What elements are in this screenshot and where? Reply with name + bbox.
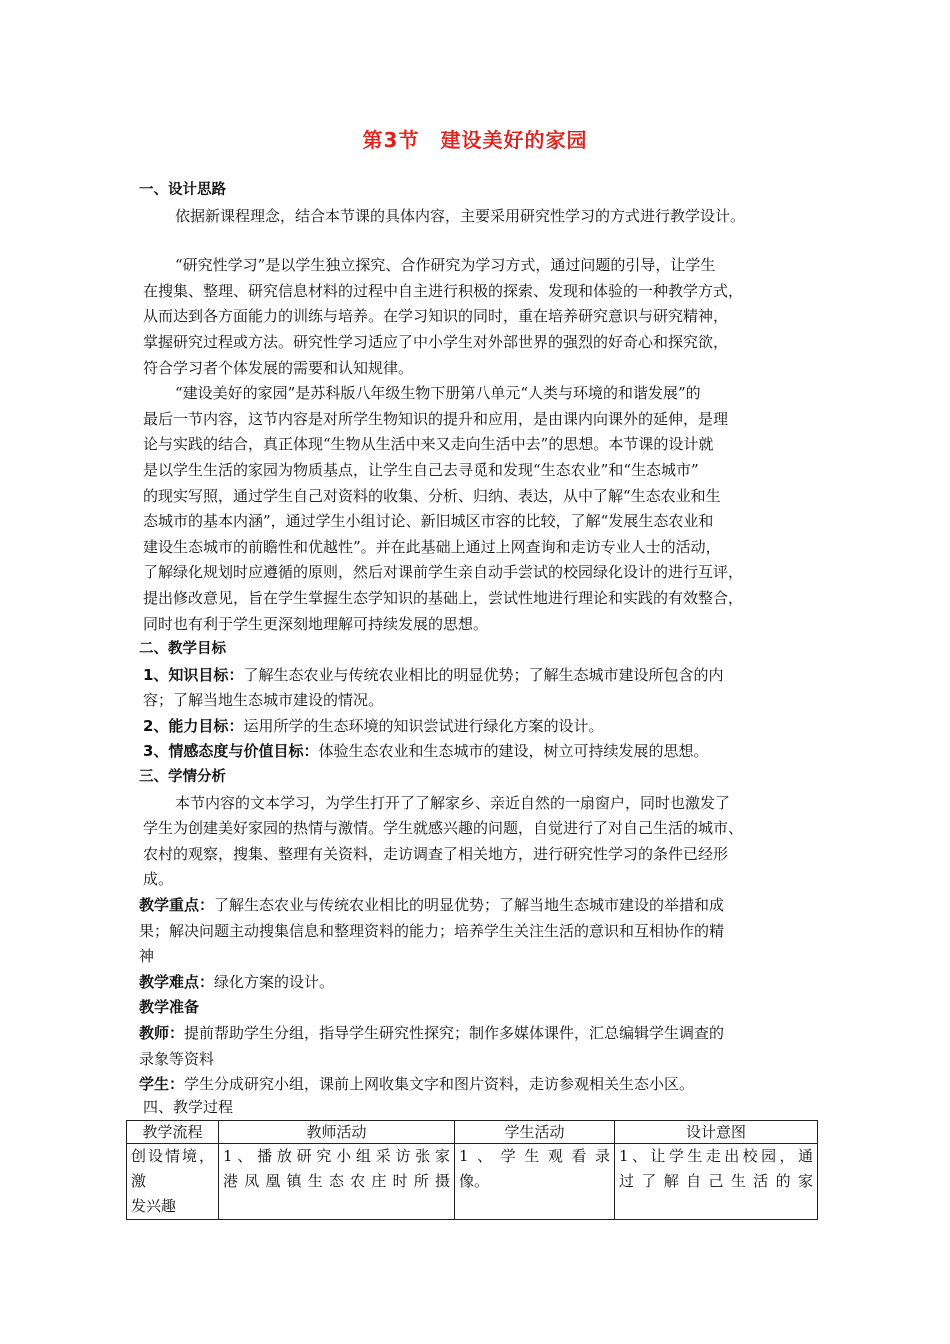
table-header-row <box>127 1121 818 1144</box>
section-heading-design-idea: 一、设计思路 <box>139 182 226 198</box>
column-header: 设计意图 <box>615 1121 818 1144</box>
cell-line: 1、学生观看录 <box>459 1147 610 1165</box>
student-label: 学生： <box>139 1075 185 1094</box>
blank-line <box>139 229 819 253</box>
paragraph-line: 态城市的基本内涵”，通过学生小组讨论、新旧城区市容的比较，了解“发展生态农业和 <box>143 512 714 531</box>
paragraph-line: 了解绿化规划时应遵循的原则，然后对课前学生亲自动手尝试的校园绿化设计的进行互评， <box>143 563 744 582</box>
paragraph-line: 同时也有利于学生更深刻地理解可持续发展的思想。 <box>143 614 489 633</box>
paragraph-line: 果；解决问题主动搜集信息和整理资料的能力；培养学生关注生活的意识和互相协作的精 <box>139 921 725 940</box>
paragraph-line: 在搜集、整理、研究信息材料的过程中自主进行积极的探索、发现和体验的一种教学方式， <box>143 281 744 300</box>
student-preparation <box>139 1072 819 1098</box>
teaching-difficulty <box>139 970 819 996</box>
goal-knowledge <box>139 663 819 689</box>
paragraph-line: 依据新课程理念，结合本节课的具体内容，主要采用研究性学习的方式进行教学设计。 <box>175 206 746 225</box>
cell-line: 创设情境，激 <box>131 1147 214 1190</box>
paragraph-line: 学生为创建美好家园的热情与激情。学生就感兴趣的问题，自觉进行了对自己生活的城市、 <box>143 819 744 838</box>
cell-line: 1、播放研究小组采访张家 <box>223 1147 450 1165</box>
goal-text: 运用所学的生态环境的知识尝试进行绿化方案的设计。 <box>243 716 604 735</box>
paragraph-line: “研究性学习”是以学生独立探究、合作研究为学习方式，通过问题的引导，让学生 <box>175 256 716 275</box>
paragraph-line: 从而达到各方面能力的训练与培养。在学习知识的同时，重在培养研究意识与研究精神， <box>143 307 729 326</box>
flow-cell <box>127 1144 219 1220</box>
paragraph-line: 掌握研究过程或方法。研究性学习适应了中小学生对外部世界的强烈的好奇心和探究欲， <box>143 332 729 351</box>
cell-line: 1、让学生走出校园，通 <box>619 1147 813 1165</box>
goal-label: 3、情感态度与价值目标： <box>143 742 319 761</box>
paragraph-line: 成。 <box>143 870 174 889</box>
paragraph-line: 是以学生生活的家园为物质基点，让学生自己去寻觅和发现“生态农业”和“生态城市” <box>143 460 699 479</box>
cell-line: 港凤凰镇生态农庄时所摄 <box>223 1172 450 1190</box>
document-body <box>139 178 819 1098</box>
goal-label: 2、能力目标： <box>143 716 244 735</box>
key-label: 教学重点： <box>139 896 215 915</box>
goal-label: 1、知识目标： <box>143 665 244 684</box>
teacher-text: 提前帮助学生分组，指导学生研究性探究；制作多媒体课件，汇总编辑学生调查的 <box>184 1024 725 1042</box>
paragraph-line: 录象等资料 <box>139 1049 215 1068</box>
goal-ability <box>139 714 819 740</box>
paragraph-line: 神 <box>139 947 155 966</box>
cell-line: 发兴趣 <box>131 1197 177 1215</box>
teacher-activity-cell <box>219 1144 455 1220</box>
key-text: 了解生态农业与传统农业相比的明显优势；了解当地生态城市建设的举措和成 <box>214 896 725 915</box>
table-row <box>127 1144 818 1220</box>
difficulty-text: 绿化方案的设计。 <box>214 972 335 991</box>
page-title: 第3节 建设美好的家园 <box>362 128 588 152</box>
paragraph-line: 的现实写照，通过学生自己对资料的收集、分析、归纳、表达，从中了解“生态农业和生 <box>143 486 721 505</box>
teacher-preparation <box>139 1021 819 1047</box>
paragraph-line: 农村的观察，搜集、整理有关资料，走访调查了相关地方，进行研究性学习的条件已经形 <box>143 844 729 863</box>
paragraph-line: 符合学习者个体发展的需要和认知规律。 <box>143 358 414 377</box>
paragraph-line: “建设美好的家园”是苏科版八年级生物下册第八单元“人类与环境的和谐发展”的 <box>175 384 701 403</box>
teaching-key-points <box>139 893 819 919</box>
teaching-process-table <box>126 1120 818 1220</box>
paragraph-line: 建设生态城市的前瞻性和优越性”。并在此基础上通过上网查询和走访专业人士的活动， <box>143 537 721 556</box>
teacher-label: 教师： <box>139 1024 185 1042</box>
student-activity-cell <box>455 1144 615 1220</box>
column-header: 学生活动 <box>455 1121 615 1144</box>
goal-text: 体验生态农业和生态城市的建设，树立可持续发展的思想。 <box>318 742 709 761</box>
cell-line: 过了解自己生活的家 <box>619 1172 813 1190</box>
paragraph-line: 论与实践的结合，真正体现“生物从生活中来又走向生活中去”的思想。本节课的设计就 <box>143 435 714 454</box>
paragraph-line: 提出修改意见，旨在学生掌握生态学知识的基础上，尝试性地进行理论和实践的有效整合， <box>143 588 744 607</box>
cell-line: 像。 <box>459 1172 490 1190</box>
section-heading-teaching-process: 四、教学过程 <box>143 1098 234 1116</box>
paragraph-line: 本节内容的文本学习，为学生打开了了解家乡、亲近自然的一扇窗户，同时也激发了 <box>175 793 731 812</box>
column-header: 教学流程 <box>127 1121 219 1144</box>
section-heading-student-analysis: 三、学情分析 <box>139 769 226 786</box>
teaching-preparation-heading: 教学准备 <box>139 998 200 1017</box>
student-text: 学生分成研究小组，课前上网收集文字和图片资料，走访参观相关生态小区。 <box>184 1075 695 1094</box>
goal-emotion <box>139 739 819 765</box>
column-header: 教师活动 <box>219 1121 455 1144</box>
goal-text: 了解生态农业与传统农业相比的明显优势；了解生态城市建设所包含的内 <box>243 665 724 684</box>
paragraph-line: 最后一节内容，这节内容是对所学生物知识的提升和应用，是由课内向课外的延伸，是理 <box>143 409 729 428</box>
design-intent-cell <box>615 1144 818 1220</box>
difficulty-label: 教学难点： <box>139 972 215 991</box>
paragraph-line: 容；了解当地生态城市建设的情况。 <box>143 691 384 710</box>
section-heading-teaching-goals: 二、教学目标 <box>139 641 226 658</box>
